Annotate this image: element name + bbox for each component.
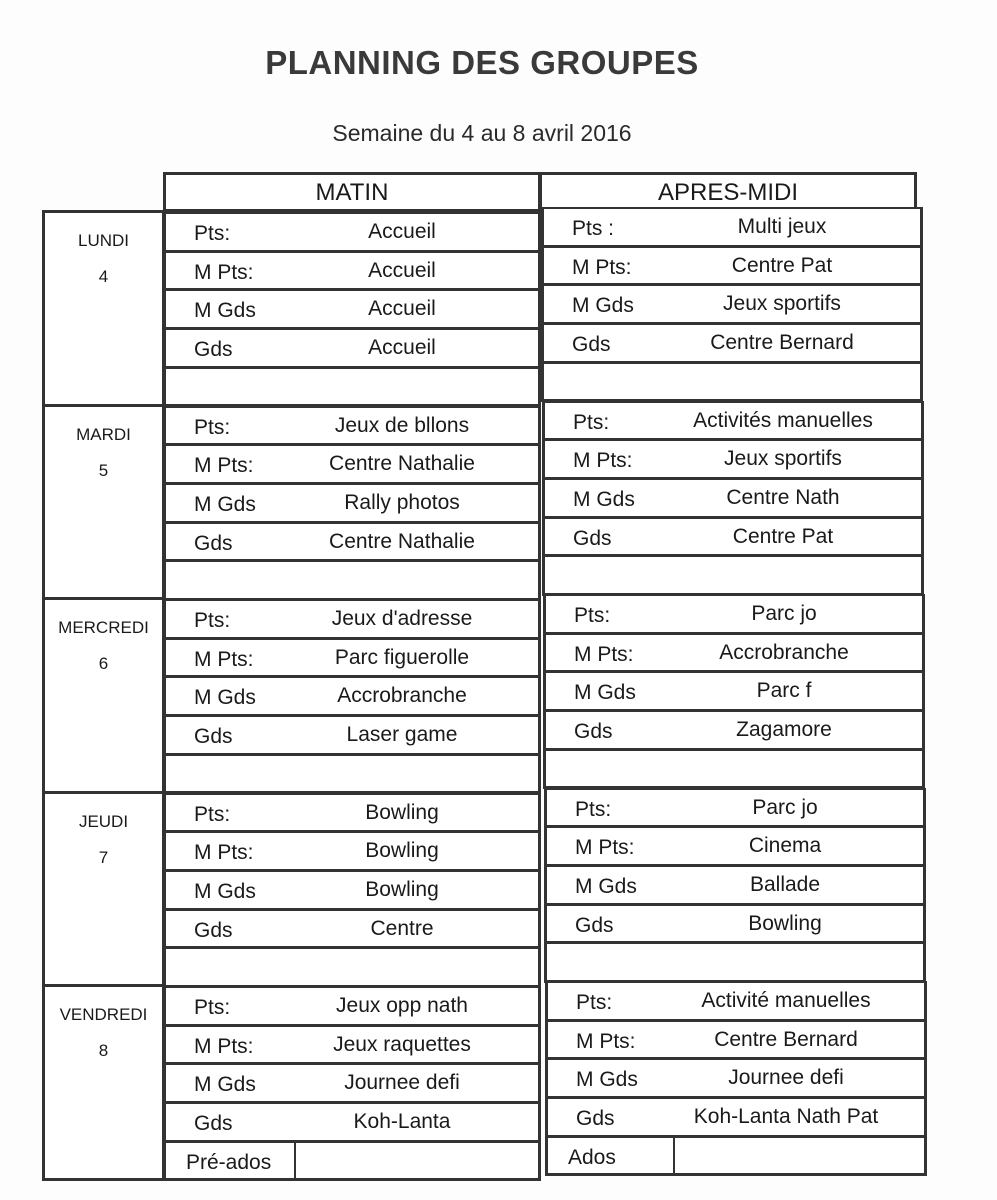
group-label: M Pts: <box>194 647 254 671</box>
activity: Jeux de bllons <box>334 413 470 437</box>
group-label: Gds <box>573 526 612 550</box>
activity: Centre Bernard <box>710 331 854 355</box>
schedule-row <box>163 1102 541 1143</box>
schedule-row <box>542 478 924 519</box>
group-label: M Gds <box>574 681 636 705</box>
activity: Accrobranche <box>719 640 849 664</box>
activity: Journee defi <box>728 1066 844 1090</box>
group-label: M Gds <box>194 299 256 323</box>
group-label: M Gds <box>194 492 256 516</box>
group-label: M Pts: <box>572 255 632 279</box>
day-date: 4 <box>98 267 109 286</box>
schedule-row <box>163 328 541 369</box>
group-label: M Pts: <box>576 1029 636 1053</box>
activity: Activités manuelles <box>693 408 873 432</box>
schedule-row <box>163 522 541 563</box>
day-cell <box>42 404 165 601</box>
activity: Journee defi <box>344 1071 460 1095</box>
schedule-row <box>163 367 541 408</box>
day-cell <box>42 210 165 407</box>
day-name: LUNDI <box>77 231 129 250</box>
day-date: 8 <box>98 1041 109 1060</box>
schedule-row <box>163 406 541 447</box>
schedule-row <box>544 788 926 829</box>
activity: Jeux opp nath <box>336 994 468 1017</box>
schedule-row <box>163 1141 541 1182</box>
activity: Koh-Lanta Nath Pat <box>693 1105 879 1129</box>
week-subtitle: Semaine du 4 au 8 avril 2016 <box>332 120 632 146</box>
day-name: VENDREDI <box>59 1005 148 1024</box>
cell-divider <box>673 1138 675 1174</box>
schedule-row <box>542 439 924 480</box>
schedule-row <box>544 904 926 945</box>
schedule-row <box>163 638 541 679</box>
group-label: Pts: <box>194 996 231 1019</box>
schedule-row <box>545 1097 927 1138</box>
schedule-row <box>163 1025 541 1066</box>
schedule-row <box>543 749 925 790</box>
schedule-row <box>545 1136 927 1177</box>
group-label: M Gds <box>573 487 635 511</box>
activity: Centre Pat <box>732 524 834 548</box>
schedule-row <box>543 710 925 751</box>
activity: Bowling <box>748 911 822 935</box>
schedule-row <box>544 942 926 983</box>
activity: Centre Nathalie <box>329 452 475 476</box>
schedule-row <box>163 986 541 1027</box>
activity: Activité manuelles <box>701 989 871 1012</box>
activity: Centre Nathalie <box>329 529 475 553</box>
group-label: Pts: <box>194 802 231 826</box>
schedule-row <box>545 1020 927 1061</box>
activity: Accueil <box>368 336 436 360</box>
schedule-row <box>163 676 541 717</box>
activity: Bowling <box>365 839 439 863</box>
group-label: Gds <box>572 333 611 357</box>
day-date: 7 <box>98 847 109 867</box>
schedule-row <box>163 793 541 834</box>
group-label: Pts: <box>576 991 613 1014</box>
activity: Bowling <box>365 877 439 901</box>
day-cell <box>42 597 165 794</box>
activity: Multi jeux <box>737 215 827 238</box>
group-label: M Pts: <box>194 260 254 284</box>
activity: Centre Pat <box>731 253 833 277</box>
activity: Cinema <box>748 834 822 858</box>
activity: Zagamore <box>736 718 832 742</box>
group-label: Pts: <box>575 797 612 821</box>
group-label: Gds <box>576 1107 615 1131</box>
cell-divider <box>294 1143 296 1179</box>
header-matin: MATIN <box>163 172 541 212</box>
schedule-row <box>541 362 923 403</box>
day-name: MERCREDI <box>58 618 149 637</box>
day-cell <box>42 984 165 1181</box>
group-label: M Gds <box>194 879 256 903</box>
group-label: M Gds <box>194 686 256 710</box>
group-label: M Pts: <box>194 1034 254 1058</box>
schedule-row <box>543 594 925 635</box>
schedule-row <box>163 831 541 872</box>
activity: Parc figuerolle <box>334 645 470 669</box>
group-label: Ados <box>568 1145 616 1169</box>
day-date: 6 <box>98 654 109 673</box>
schedule-row <box>163 870 541 911</box>
header-apres-midi: APRES-MIDI <box>539 172 917 212</box>
activity: Koh-Lanta <box>353 1110 451 1134</box>
day-date: 5 <box>98 460 109 480</box>
group-label: M Gds <box>572 294 634 318</box>
schedule-row <box>163 599 541 640</box>
activity: Jeux sportifs <box>724 447 842 471</box>
activity: Accrobranche <box>337 684 467 708</box>
schedule-row <box>541 323 923 364</box>
group-label: Pts: <box>573 410 610 434</box>
schedule-row <box>541 284 923 325</box>
group-label: Gds <box>574 720 613 744</box>
activity: Accueil <box>368 297 436 321</box>
activity: Centre Nath <box>726 485 840 509</box>
group-label: Gds <box>194 1112 233 1136</box>
activity: Rally photos <box>344 490 460 514</box>
day-cell <box>42 791 165 988</box>
group-label: Gds <box>575 913 614 937</box>
group-label: M Pts: <box>573 449 633 473</box>
group-label: Pts: <box>194 609 231 632</box>
group-label: M Pts: <box>194 454 254 478</box>
schedule-row <box>163 560 541 601</box>
activity: Jeux sportifs <box>723 292 841 316</box>
schedule-row <box>544 826 926 867</box>
page-title: PLANNING DES GROUPES <box>265 44 699 81</box>
activity: Bowling <box>365 800 439 824</box>
schedule-row <box>163 909 541 950</box>
activity: Laser game <box>346 723 458 747</box>
group-label: Pts : <box>572 217 615 240</box>
schedule-row <box>542 517 924 558</box>
schedule-row <box>545 981 927 1022</box>
activity: Parc jo <box>751 602 817 625</box>
schedule-row <box>163 1063 541 1104</box>
group-label: Pts: <box>194 222 231 245</box>
group-label: M Pts: <box>575 836 635 860</box>
group-label: M Pts: <box>574 642 634 666</box>
schedule-row <box>163 483 541 524</box>
day-name: JEUDI <box>78 811 129 831</box>
schedule-row <box>163 212 541 253</box>
activity: Accueil <box>368 220 436 243</box>
day-name: MARDI <box>76 424 131 444</box>
schedule-row <box>163 251 541 292</box>
schedule-row <box>541 207 923 248</box>
group-label: Gds <box>194 338 233 362</box>
group-label: Gds <box>194 531 233 555</box>
group-label: Pts: <box>194 415 231 439</box>
group-label: Pré-ados <box>186 1150 272 1174</box>
schedule-row <box>163 754 541 795</box>
activity: Ballade <box>749 872 821 896</box>
schedule-row <box>542 401 924 442</box>
group-label: M Gds <box>194 1073 256 1097</box>
activity: Parc f <box>756 679 812 703</box>
schedule-row <box>545 1058 927 1099</box>
group-label: M Gds <box>575 874 637 898</box>
schedule-row <box>163 947 541 988</box>
group-label: Gds <box>194 918 233 942</box>
schedule-row <box>163 289 541 330</box>
schedule-row <box>163 715 541 756</box>
activity: Jeux raquettes <box>333 1032 471 1056</box>
schedule-row <box>544 865 926 906</box>
group-label: M Pts: <box>194 841 254 865</box>
activity: Parc jo <box>752 795 818 819</box>
schedule-row <box>543 633 925 674</box>
group-label: Gds <box>194 725 233 749</box>
schedule-row <box>163 444 541 485</box>
group-label: M Gds <box>576 1068 638 1092</box>
schedule-row <box>542 555 924 596</box>
group-label: Pts: <box>574 604 611 627</box>
activity: Jeux d'adresse <box>331 607 473 630</box>
activity: Accueil <box>368 258 436 282</box>
schedule-row <box>543 671 925 712</box>
schedule-row <box>541 246 923 287</box>
activity: Centre Bernard <box>714 1027 858 1051</box>
activity: Centre <box>370 916 434 940</box>
